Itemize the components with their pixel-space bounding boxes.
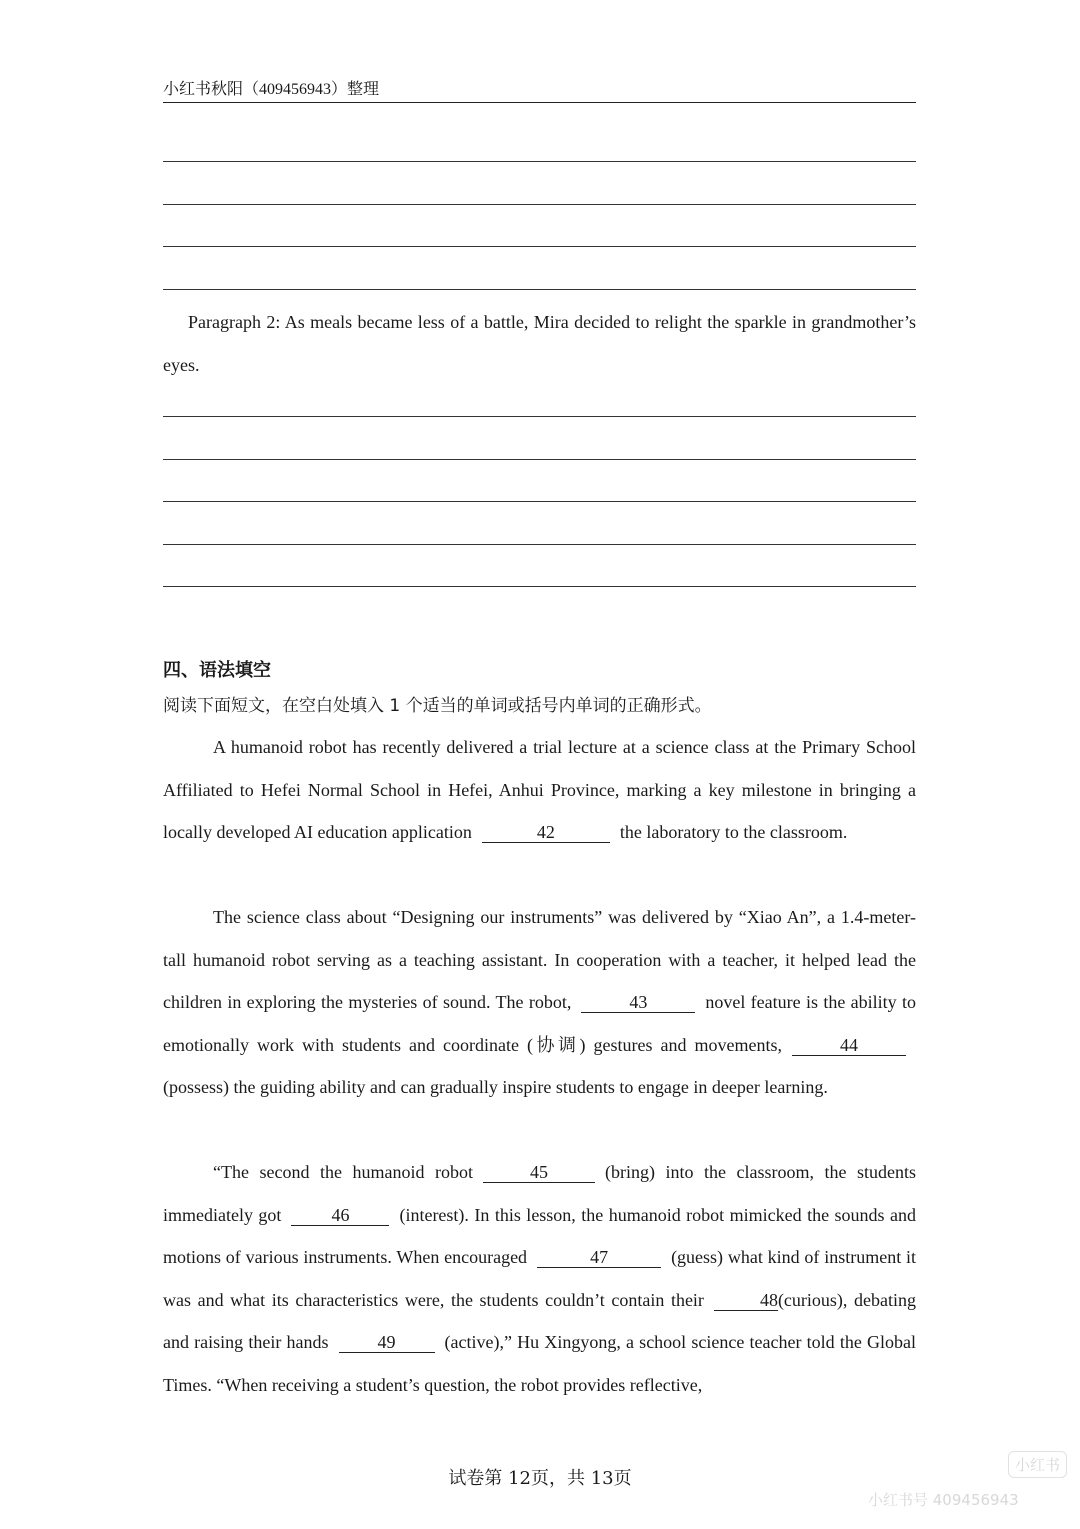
section-instruction: 阅读下面短文，在空白处填入 1 个适当的单词或括号内单词的正确形式。 bbox=[163, 696, 712, 716]
answer-line bbox=[163, 161, 916, 162]
passage-text: the laboratory to the classroom. bbox=[619, 822, 848, 843]
blank-44[interactable]: 44 bbox=[792, 1035, 906, 1056]
passage-text: “The second the humanoid robot bbox=[213, 1162, 473, 1182]
passage-paragraph-3 bbox=[163, 1151, 916, 1407]
passage-text: (bring) into the classroom, the students immediately got bbox=[163, 1162, 916, 1225]
answer-line bbox=[163, 416, 916, 417]
passage-text: novel feature is the ability to emotionally work with students and coordinate (协调) gestures and movements, bbox=[163, 992, 916, 1055]
passage-text: (possess) the guiding ability and can gradually inspire students to engage in deeper learning. bbox=[163, 1077, 828, 1098]
passage-text: (interest). In this lesson, the humanoid robot mimicked the sounds and motions of various instruments. When encouraged bbox=[163, 1204, 917, 1268]
blank-48[interactable]: 48 bbox=[714, 1290, 778, 1311]
answer-line bbox=[163, 246, 916, 247]
answer-line bbox=[163, 204, 916, 205]
passage-paragraph-2 bbox=[163, 896, 916, 1109]
answer-line bbox=[163, 501, 916, 502]
passage-text: (curious), debating and raising their hands bbox=[163, 1289, 916, 1353]
passage-text: (guess) what kind of instrument it was and what its characteristics were, the students couldn’t contain their bbox=[163, 1247, 916, 1310]
page-header: 小红书秋阳（409456943）整理 bbox=[163, 76, 916, 103]
blank-47[interactable]: 47 bbox=[537, 1247, 661, 1268]
answer-line bbox=[163, 586, 916, 587]
answer-line bbox=[163, 289, 916, 290]
answer-line bbox=[163, 459, 916, 460]
paragraph-2-prompt: Paragraph 2: As meals became less of a battle, Mira decided to relight the sparkle in grandmother’s eyes. bbox=[163, 312, 916, 375]
passage-text: (active),” Hu Xingyong, a school science teacher told the Global Times. “When receiving a student’s question, the robot provides reflective, bbox=[163, 1332, 916, 1395]
passage-text: The science class about “Designing our instruments” was delivered by “Xiao An”, a 1.4-meter-tall humanoid robot serving as a teaching assistant. In cooperation with a teacher, it helped lead the children in exploring the mysteries of sound. The robot, bbox=[163, 907, 916, 1013]
watermark-id: 小红书号 409456943 bbox=[868, 1491, 1019, 1509]
blank-45[interactable]: 45 bbox=[483, 1162, 595, 1183]
page-footer: 试卷第 12页，共 13页 bbox=[448, 1468, 632, 1489]
passage-text: A humanoid robot has recently delivered a trial lecture at a science class at the Primary School Affiliated to Hefei Normal School in Hefei, Anhui Province, marking a key milestone in bringing a locally developed AI education application bbox=[163, 737, 916, 843]
answer-line bbox=[163, 544, 916, 545]
watermark-logo: 小红书 bbox=[1008, 1451, 1067, 1478]
blank-49[interactable]: 49 bbox=[339, 1332, 435, 1353]
section-title: 四、语法填空 bbox=[163, 660, 271, 681]
blank-43[interactable]: 43 bbox=[581, 992, 695, 1013]
blank-46[interactable]: 46 bbox=[291, 1205, 389, 1226]
blank-42[interactable]: 42 bbox=[482, 822, 610, 843]
passage-paragraph-1 bbox=[163, 726, 916, 854]
